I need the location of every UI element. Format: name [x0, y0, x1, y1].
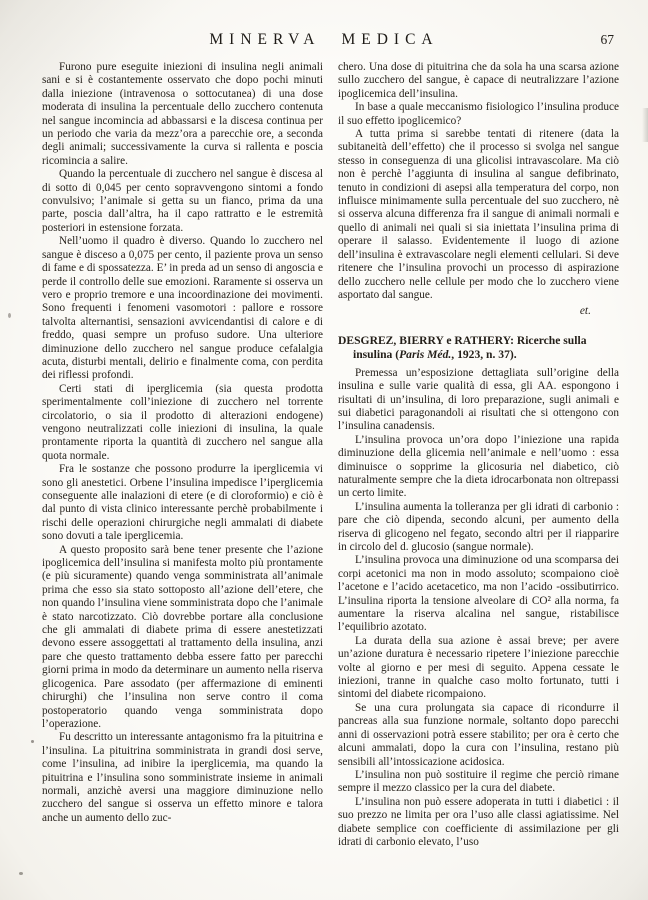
text-columns	[42, 61, 620, 849]
article-title: Ricerche sulla insulina	[353, 333, 587, 361]
paragraph: Premessa un’esposizione dettagliata sull’origine della insulina e sulle varie qualità di essa, gli AA. espongono i risultati di un’insulina, di loro preparazione, sugli animali e sui diabetici paragonandoli ai risultati che si ottengono con l’insulina canadensis.	[338, 366, 619, 433]
journal-title: MINERVA MEDICA	[209, 31, 439, 48]
paragraph: La durata della sua azione è assai breve; per avere un’azione duratura è necessario ripetere l’iniezione parecchie volte al giorno e per mesi di seguito. Appena cessate le iniezioni, tranne in qualche caso molto fortunato, tutti i sintomi del diabete ricompaiono.	[338, 634, 619, 701]
paragraph: A questo proposito sarà bene tener presente che l’azione ipoglicemica dell’insulina si manifesta molto più prontamente (e più sicuramente) quando venga somministrata all’animale prima che esso sia stato sottoposto all’azione dell’etere, che non quando l’insulina viene somministrata dopo che l’animale è stato narcotizzato. Ciò dovrebbe portare alla conclusione che gli ammalati di diabete prima di essere anestetizzati devono essere assoggettati al trattamento della insulina, anzi pare che questo trattamento debba essere fatto per parecchi giorni prima in modo da determinare un aumento nella riserva glicogenica. Pare assodato (per affermazione di eminenti chirurghi) che l’insulina non serve contro il coma postoperatorio quando venga somministrata dopo l’operazione.	[42, 543, 323, 730]
paragraph: L’insulina aumenta la tolleranza per gli idrati di carbonio : pare che ciò dipenda, secondo alcuni, per aumento della riserva di glicogeno nel fegato, secondo altri per il riapparire in circolo del d. glucosio (sangue normale).	[338, 500, 619, 553]
paragraph: Fra le sostanze che possono produrre la iperglicemia vi sono gli anestetici. Orbene l’insulina impedisce l’iperglicemia conseguente alle inalazioni di etere (e di cloroformio) e ciò è dal punto di vista clinico interessante perchè probabilmente i rischi delle operazioni chirurgiche negli ammalati di diabete sono dovuti a tale iperglicemia.	[42, 463, 323, 543]
paragraph: Furono pure eseguite iniezioni di insulina negli animali sani e si è costantemente osservato che dopo pochi minuti dalla iniezione (intravenosa o sottocutanea) di una dose moderata di insulina la percentuale dello zucchero contenuta nel sangue incomincia ad abbassarsi e la discesa continua per un periodo che varia da mezz’ora a parecchie ore, a seconda degli animali; successivamente la curva si rallenta e poscia ricomincia a salire.	[42, 61, 323, 167]
right-column-body-paragraphs	[338, 367, 619, 850]
left-column	[42, 61, 323, 849]
paragraph: chero. Una dose di pituitrina che da sola ha una scarsa azione sullo zucchero del sangue, è capace di neutralizzare l’azione ipoglicemica dell’insulina.	[338, 61, 619, 100]
page-header	[0, 31, 648, 53]
paragraph: Quando la percentuale di zucchero nel sangue è discesa al di sotto di 0,045 per cento sopravvengono sintomi a fondo convulsivo; l’animale si getta su un fianco, prima da una parte, poscia dall’altra, ha il capo rattratto e le estremità posteriori in estensione forzata.	[42, 168, 323, 234]
paragraph: Se una cura prolungata sia capace di ricondurre il pancreas alla sua funzione normale, soltanto dopo parecchi anni di osservazioni potrà essere stabilito; per ora è certo che alcuni ammalati, dopo la cura con l’insulina, restano più sensibili all’intossicazione acidosica.	[338, 701, 619, 768]
paragraph: Fu descritto un interessante antagonismo fra la pituitrina e l’insulina. La pituitrina somministrata in grandi dosi serve, come l’insulina, ad inibire la iperglicemia, ma quando la pituitrina e l’insulina sono somministrate insieme in animali normali, anzichè aversi una maggiore diminuzione nello zucchero del sangue si osserva un effetto minore e talora anche un aumento dello zuc-	[42, 731, 323, 824]
paragraph: L’insulina provoca una diminuzione od una scomparsa dei corpi acetonici ma non in modo assoluto; scompaiono cioè l’acetone e l’acido acetacetico, ma non l’acido -ossibutirrico. L’insulina riporta la tensione alveolare di CO² alla norma, fa aumentare la riserva alcalina nel sangue, ristabilisce l’equilibrio azotato.	[338, 554, 619, 634]
scan-speckle	[8, 313, 11, 318]
page-number: 67	[600, 32, 614, 47]
article-ref-prefix: (	[392, 347, 400, 361]
paragraph: L’insulina provoca un’ora dopo l’iniezione una rapida diminuzione della glicemia nell’animale e nell’uomo : essa diminuisce o sopprime la glicosuria nel diabetico, ciò naturalmente sempre che la dieta idrocarbonata non oltrepassi un certo limite.	[338, 433, 619, 500]
paragraph: L’insulina non può essere adoperata in tutti i diabetici : il suo prezzo ne limita per ora l’uso alle classi agiatissime. Nel diabete semplice con coefficiente di assimilazione per gli idrati di carbonio elevato, l’uso	[338, 795, 619, 848]
paragraph: Certi stati di iperglicemia (sia questa prodotta sperimentalmente coll’iniezione di zucchero nel torrente circolatorio, o sia il prodotto di alterazioni endogene) vengono neutralizzati colle iniezioni di insulina, la quale prontamente riporta la quantità di zucchero nel sangue alla quota normale.	[42, 382, 323, 462]
reviewer-signature: et.	[579, 305, 591, 318]
article-heading	[338, 334, 619, 362]
paragraph: A tutta prima si sarebbe tentati di ritenere (data la subitaneità dell’effetto) che il processo si svolga nel sangue stesso in conseguenza di una glicolisi intravascolare. Ma ciò non è perchè l’aggiunta di insulina al sangue defibrinato, tenuto in condizioni di asepsi alla temperatura del corpo, non influisce minimamente sulla percentuale del suo zucchero, nè si osserva alcuna differenza fra il sangue di animali normali e quello di animali nei quali si sia iniettata l’insulina prima di operare il salasso. Evidentemente il luogo di azione dell’insulina è extravascolare negli elementi cellulari. Si deve ritenere che l’insulina provochi un processo di aspirazione dello zucchero nelle cellule per modo che lo zucchero viene asportato dal sangue.	[338, 128, 619, 301]
right-column	[338, 61, 619, 849]
paragraph: L’insulina non può sostituire il regime che perciò rimane sempre il mezzo classico per la cura del diabete.	[338, 768, 619, 795]
right-column-top-paragraphs	[338, 61, 619, 302]
article-ref-journal: Paris Méd.	[399, 347, 452, 361]
left-column-paragraphs	[42, 61, 323, 825]
paragraph: In base a quale meccanismo fisiologico l’insulina produce il suo effetto ipoglicemico?	[338, 101, 619, 127]
article-authors: DESGREZ, BIERRY e RATHERY	[338, 333, 511, 347]
scan-speckle	[31, 740, 34, 743]
scan-edge-smudge	[642, 108, 648, 142]
article-ref-suffix: , 1923, n. 37).	[451, 347, 517, 361]
scan-speckle	[19, 872, 23, 875]
article-heading-separator: :	[510, 333, 517, 347]
paragraph: Nell’uomo il quadro è diverso. Quando lo zucchero nel sangue è disceso a 0,075 per cento, il paziente prova un senso di fame e di spossatezza. E’ in preda ad un senso di angoscia e perde il controllo delle sue emozioni. Raramente si osserva un vero e proprio tremore e una incoordinazione dei movimenti. Sono frequenti i fenomeni vasomotori : pallore e rossore talvolta alternantisi, sensazioni avvicendantisi di calore e di freddo, quasi sempre un profuso sudore. Una ulteriore diminuzione dello zucchero nel sangue produce cefalalgia acuta, disturbi mentali, delirio e finalmente coma, con perdita dei riflessi profondi.	[42, 235, 323, 382]
